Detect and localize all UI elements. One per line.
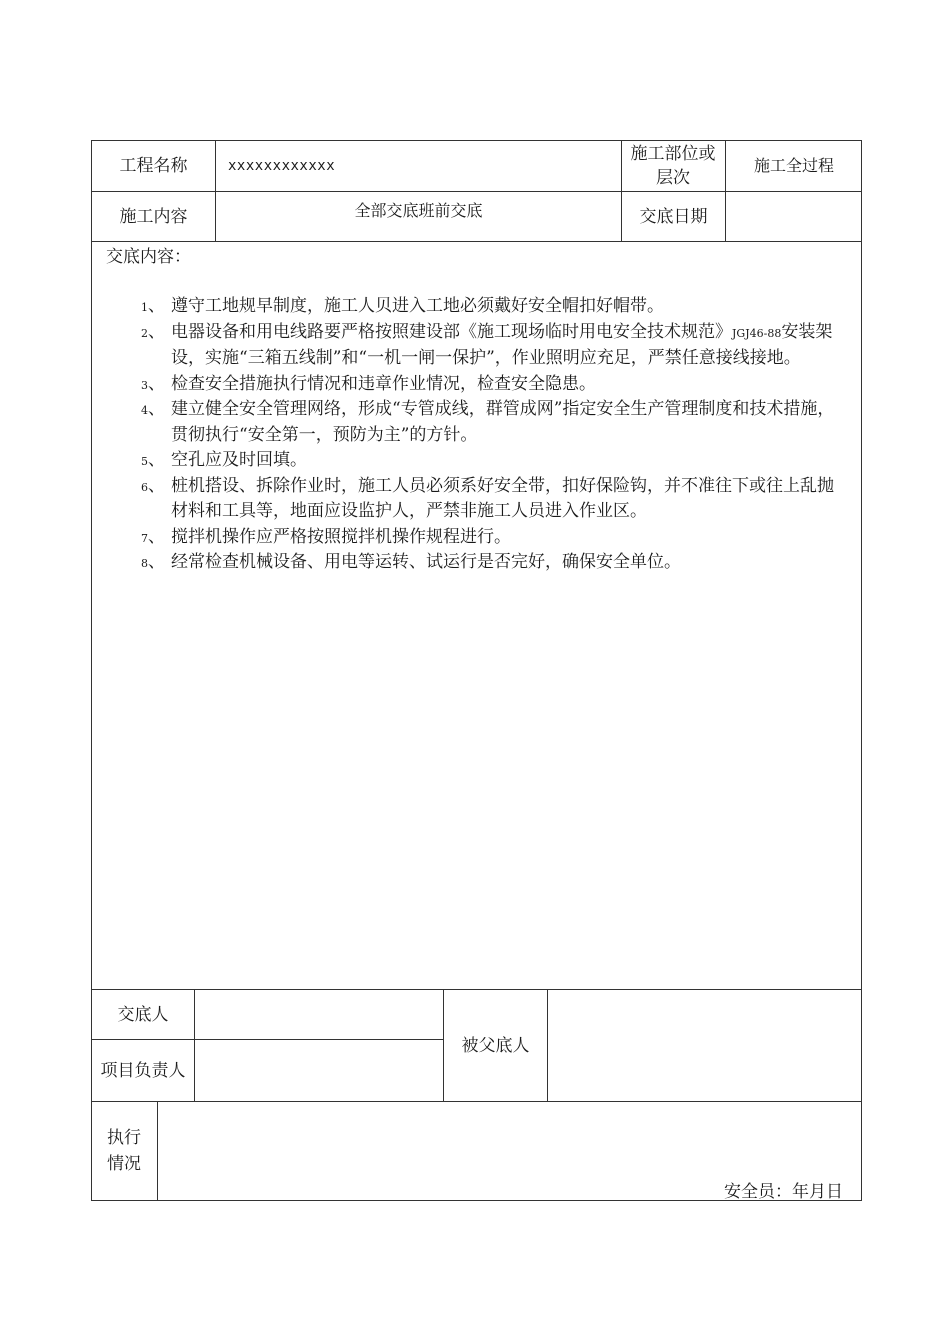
- item-number: 1 、: [141, 294, 171, 321]
- list-item: [141, 474, 847, 525]
- disclosure-items: [141, 294, 847, 576]
- item-text: 桩机搭设、拆除作业时，施工人员必须系好安全带，扣好保险钩，并不准往下或往上乱抛材料和工具等，地面应设监护人，严禁非施工人员进入作业区。: [171, 475, 834, 521]
- content-value[interactable]: 全部交底班前交底: [354, 200, 483, 220]
- manager-label: 项目负责人: [100, 1060, 186, 1081]
- list-item: [141, 294, 847, 320]
- standard-code: JGJ46-88: [732, 326, 782, 340]
- item-text: 安装架设，实施“三箱五线制”和“一机一闸一保护”，作业照明应充足，严禁任意接线接地。: [171, 321, 833, 368]
- item-text: 检查安全措施执行情况和违章作业情况，检查安全隐患。: [171, 373, 596, 394]
- location-value[interactable]: 施工全过程: [753, 156, 834, 175]
- date-value[interactable]: [726, 192, 862, 241]
- item-text: 建立健全安全管理网络，形成“专管成线，群管成网”指定安全生产管理制度和技术措施，贯彻执行“安全第一，预防为主”的方针。: [171, 399, 835, 445]
- manager-value[interactable]: [195, 1040, 443, 1101]
- list-item: [141, 372, 847, 398]
- list-item: [141, 550, 847, 576]
- row-divider: [91, 241, 862, 242]
- list-item: [141, 525, 847, 551]
- safety-officer-date: 安全员：年月日: [724, 1182, 843, 1202]
- item-number: 4 、: [141, 397, 171, 424]
- receiver-value[interactable]: [548, 990, 862, 1101]
- disclosure-content-title: 交底内容：: [106, 247, 191, 267]
- item-text: 搅拌机操作应严格按照搅拌机操作规程进行。: [171, 526, 511, 547]
- item-number: 3 、: [141, 372, 171, 399]
- execution-label: 执行情况: [107, 1128, 141, 1174]
- receiver-label: 被父底人: [461, 1036, 530, 1056]
- date-label: 交底日期: [639, 206, 708, 227]
- project-name-value[interactable]: xxxxxxxxxxxx: [228, 158, 336, 174]
- list-item: [141, 448, 847, 474]
- item-number: 5 、: [141, 448, 171, 475]
- project-name-label: 工程名称: [119, 156, 188, 176]
- item-number: 6 、: [141, 474, 171, 501]
- item-text: 经常检查机械设备、用电等运转、试运行是否完好，确保安全单位。: [171, 552, 681, 572]
- location-label: 施工部位或层次: [630, 144, 716, 188]
- item-number: 7 、: [141, 525, 171, 552]
- list-item: [141, 320, 847, 372]
- row-divider: [91, 1101, 862, 1102]
- col-divider: [157, 1101, 158, 1201]
- list-item: [141, 397, 847, 448]
- discloser-value[interactable]: [195, 990, 443, 1039]
- item-text: 遵守工地规早制度，施工人贝进入工地必须戴好安全帽扣好帽带。: [171, 296, 664, 316]
- discloser-label: 交底人: [117, 1004, 169, 1025]
- content-label: 施工内容: [119, 206, 188, 227]
- item-text: 空孔应及时回填。: [171, 450, 307, 470]
- item-number: 8 、: [141, 550, 171, 577]
- item-number: 2 、: [141, 320, 171, 347]
- item-text: 电器设备和用电线路要严格按照建设部《施工现场临时用电安全技术规范》: [171, 321, 732, 342]
